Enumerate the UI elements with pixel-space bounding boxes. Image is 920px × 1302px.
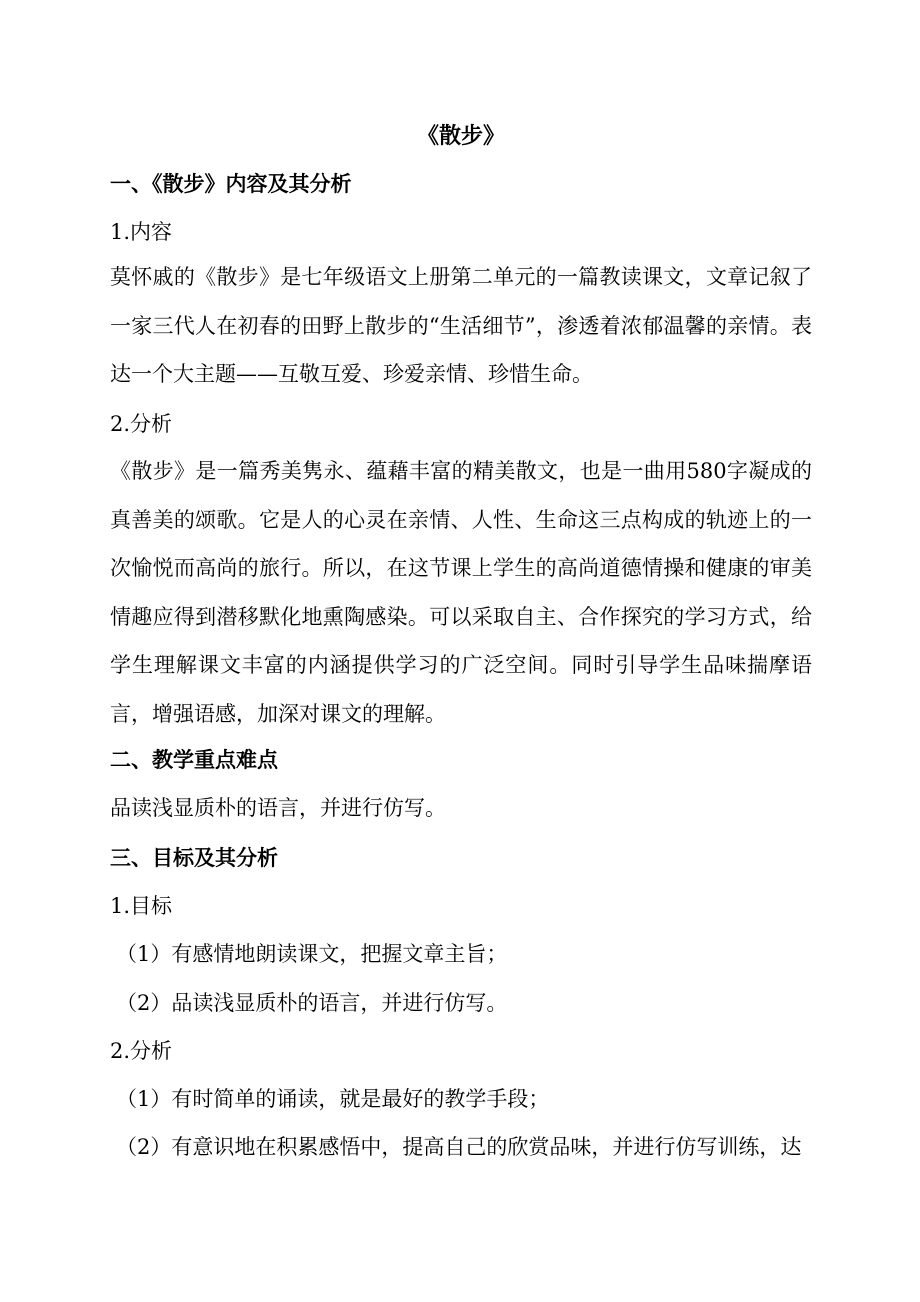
analysis-item: （2）有意识地在积累感悟中，提高自己的欣赏品味，并进行仿写训练，达 [116,1135,802,1159]
analysis-item: （1）有时简单的诵读，就是最好的教学手段； [116,1087,550,1111]
goal-item: （1）有感情地朗读课文，把握文章主旨； [116,942,508,966]
section-3-heading: 三、目标及其分析 [110,845,278,870]
goals-heading: 1.目标 [110,894,173,918]
key-difficulty-text: 品读浅显质朴的语言，并进行仿写。 [110,796,446,820]
content-paragraph: 莫怀戚的《散步》是七年级语文上册第二单元的一篇教读课文，文章记叙了一家三代人在初春的田野上散步的“生活细节”，渗透着浓郁温馨的亲情。表达一个大主题——互敬互爱、珍爱亲情、珍惜生命。 [110,265,812,386]
section-1-heading: 一、《散步》内容及其分析 [110,171,352,196]
subsection-analysis-heading: 2.分析 [110,412,173,436]
subsection-content-heading: 1.内容 [110,220,173,244]
analysis-heading: 2.分析 [110,1039,173,1063]
section-2-heading: 二、教学重点难点 [110,747,278,772]
analysis-paragraph: 《散步》是一篇秀美隽永、蕴藉丰富的精美散文，也是一曲用580字凝成的真善美的颂歌。它是人的心灵在亲情、人性、生命这三点构成的轨迹上的一次愉悦而高尚的旅行。所以，在这节课上学生的高尚道德情操和健康的审美情趣应得到潜移默化地熏陶感染。可以采取自主、合作探究的学习方式，给学生理解课文丰富的内涵提供学习的广泛空间。同时引导学生品味揣摩语言，增强语感，加深对课文的理解。 [110,459,812,726]
document-title: 《散步》 [416,123,505,149]
goal-item: （2）品读浅显质朴的语言，并进行仿写。 [116,991,508,1015]
